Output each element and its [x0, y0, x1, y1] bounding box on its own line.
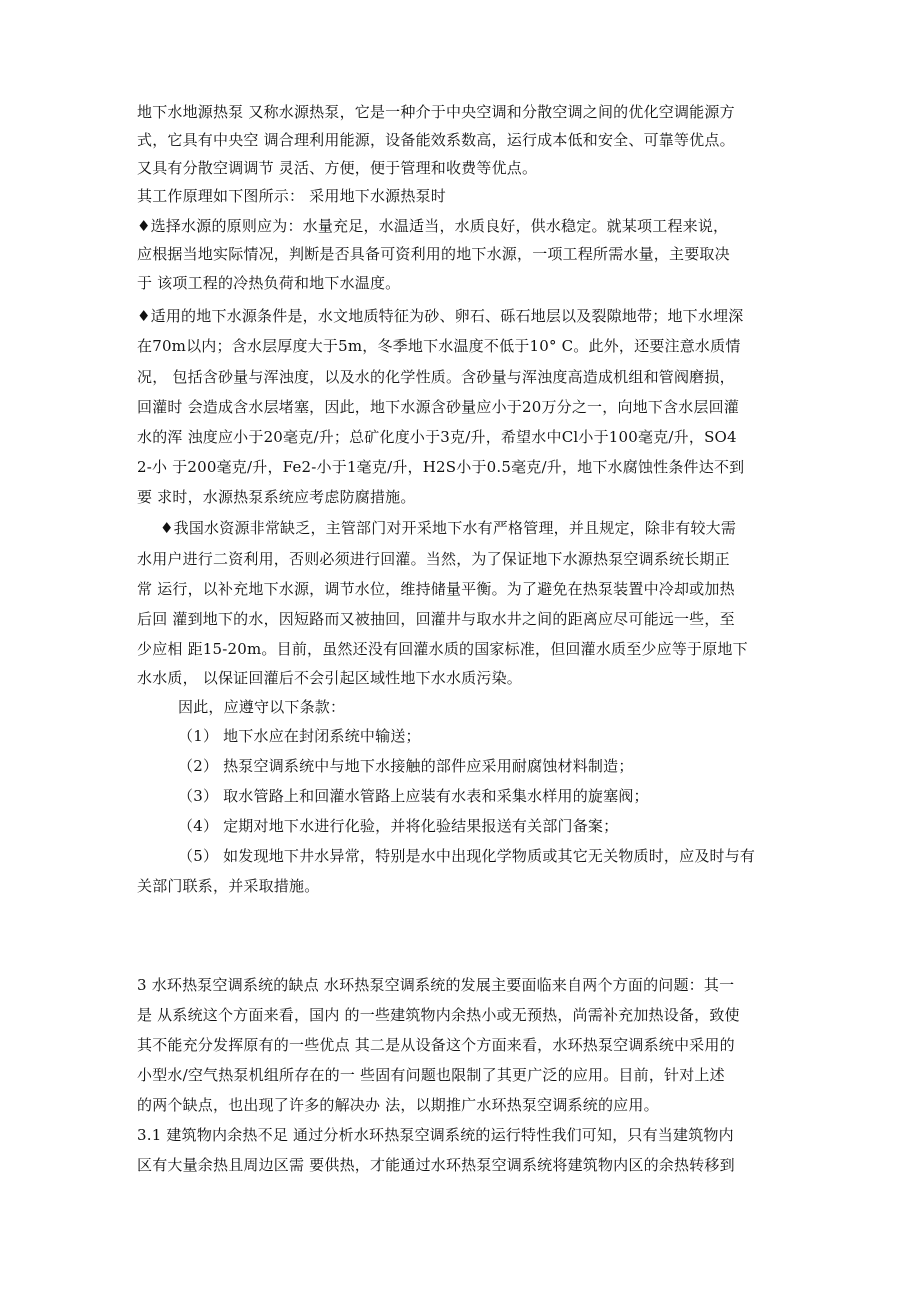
- text-line: 应根据当地实际情况，判断是否具备可资利用的地下水源，一项工程所需水量，主要取决: [137, 245, 730, 263]
- text-line: 区有大量余热且周边区需 要供热，才能通过水环热泵空调系统将建筑物内区的余热转移到: [137, 1156, 735, 1174]
- text-line: 又具有分散空调调节 灵活、方便，便于管理和收费等优点。: [137, 159, 538, 177]
- text-line: 2-小 于200毫克/升，Fe2-小于1毫克/升，H2S小于0.5毫克/升，地下水腐蚀性条件达不到: [137, 458, 745, 476]
- text-line: 于 该项工程的冷热负荷和地下水温度。: [137, 274, 401, 292]
- text-line: 关部门联系，并采取措施。: [137, 877, 320, 895]
- text-line: 常 运行，以补充地下水源，调节水位，维持储量平衡。为了避免在热泵装置中冷却或加热: [137, 580, 735, 598]
- list-item: （3） 取水管路上和回灌水管路上应装有水表和采集水样用的旋塞阀；: [178, 787, 649, 805]
- text-line: 水水质， 以保证回灌后不会引起区域性地下水水质污染。: [137, 669, 522, 687]
- text-line: ♦适用的地下水源条件是，水文地质特征为砂、卵石、砾石地层以及裂隙地带；地下水埋深: [137, 307, 744, 325]
- text-line: 其不能充分发挥原有的一些优点 其二是从设备这个方面来看，水环热泵空调系统中采用的: [137, 1036, 735, 1054]
- text-line: 是 从系统这个方面来看，国内 的一些建筑物内余热小或无预热，尚需补充加热设备，致使: [137, 1006, 740, 1024]
- text-line: 式，它具有中央空 调合理利用能源，设备能效系数高，运行成本低和安全、可靠等优点。: [137, 131, 735, 149]
- text-line: 在70m以内；含水层厚度大于5m，冬季地下水温度不低于10° C。此外，还要注意水质情: [137, 337, 741, 355]
- list-item: （4） 定期对地下水进行化验，并将化验结果报送有关部门备案；: [178, 817, 619, 835]
- text-line: 后回 灌到地下的水，因短路而又被抽回，回灌井与取水井之间的距离应尽可能远一些，至: [137, 610, 735, 628]
- text-line: 地下水地源热泵 又称水源热泵，它是一种介于中央空调和分散空调之间的优化空调能源方: [137, 103, 735, 121]
- text-line: 水用户进行二资利用，否则必须进行回灌。当然，为了保证地下水源热泵空调系统长期正: [137, 550, 730, 568]
- text-line: ♦选择水源的原则应为：水量充足，水温适当，水质良好，供水稳定。就某项工程来说，: [137, 217, 729, 235]
- list-item: （1） 地下水应在封闭系统中输送；: [178, 727, 421, 745]
- text-line: 水的浑 浊度应小于20毫克/升；总矿化度小于3克/升，希望水中Cl小于100毫克/升，SO4: [137, 428, 737, 446]
- list-item: （5） 如发现地下井水异常，特别是水中出现化学物质或其它无关物质时，应及时与有: [178, 847, 756, 865]
- text-line: 3.1 建筑物内余热不足 通过分析水环热泵空调系统的运行特性我们可知，只有当建筑物内: [137, 1126, 734, 1144]
- text-line: 3 水环热泵空调系统的缺点 水环热泵空调系统的发展主要面临来自两个方面的问题：其一: [137, 976, 735, 994]
- text-line: 少应相 距15-20m。目前，虽然还没有回灌水质的国家标准，但回灌水质至少应等于原地下: [137, 640, 748, 658]
- list-item: （2） 热泵空调系统中与地下水接触的部件应采用耐腐蚀材料制造；: [178, 757, 634, 775]
- text-line: 回灌时 会造成含水层堵塞，因此，地下水源含砂量应小于20万分之一，向地下含水层回灌: [137, 398, 740, 416]
- text-line: 其工作原理如下图所示： 采用地下水源热泵时: [137, 187, 446, 205]
- text-line: 的两个缺点，也出现了许多的解决办 法，以期推广水环热泵空调系统的应用。: [137, 1096, 659, 1114]
- text-line: 要 求时，水源热泵系统应考虑防腐措施。: [137, 488, 416, 506]
- text-line: 因此，应遵守以下条款：: [178, 698, 346, 716]
- text-line: 况， 包括含砂量与浑浊度，以及水的化学性质。含砂量与浑浊度高造成机组和管阀磨损，: [137, 368, 735, 386]
- text-line: 小型水/空气热泵机组所存在的一 些固有问题也限制了其更广泛的应用。目前，针对上述: [137, 1066, 725, 1084]
- text-line: ♦我国水资源非常缺乏，主管部门对开采地下水有严格管理，并且规定，除非有较大需: [160, 519, 737, 537]
